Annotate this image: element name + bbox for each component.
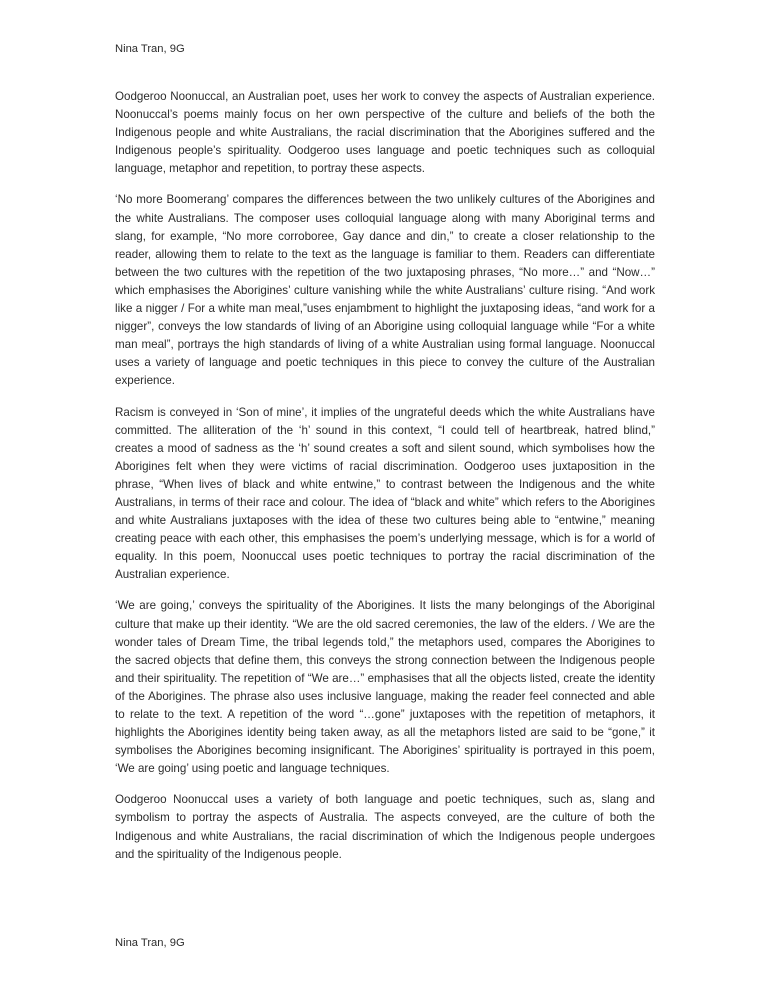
paragraph-3: Racism is conveyed in ‘Son of mine’, it implies of the ungrateful deeds which the white Australians have committed. The alliteration of the ‘h’ sound in this context, “I could tell of heartbreak, hatred blind,” creates a mood of sadness as the ‘h’ sound creates a soft and silent sound, which symbolises how the Aborigines felt when they were victims of racial discrimination. Oodgeroo uses juxtaposition in the phrase, “When lives of black and white entwine,” to contrast between the Indigenous and the white Australians, in terms of their race and colour. The idea of “black and white” which refers to the Aborigines and white Australians juxtaposes with the idea of these two cultures being able to “entwine,” meaning creating peace with each other, this emphasises the poem’s underlying message, which is for a world of equality. In this poem, Noonuccal uses poetic techniques to portray the racial discrimination of the Australian experience.	[115, 405, 655, 582]
paragraph-4: ‘We are going,’ conveys the spirituality of the Aborigines. It lists the many belongings of the Aboriginal culture that make up their identity. “We are the old sacred ceremonies, the law of the elders. / We are the wonder tales of Dream Time, the tribal legends told,” the metaphors used, compares the Aborigines to the sacred objects that define them, this conveys the strong connection between the Indigenous people and their spirituality. The repetition of “We are…” emphasises that all the objects listed, create the identity of the Aborigines. The phrase also uses inclusive language, making the reader feel connected and able to relate to the text. A repetition of the word “…gone” juxtaposes with the repetition of metaphors, it highlights the Aborigines identity being taken away, as all the metaphors listed are said to be “gone,” it symbolises the Aborigines becoming insignificant. The Aborigines’ spirituality is portrayed in this poem, ‘We are going’ using poetic and language techniques.	[115, 599, 655, 776]
document-footer: Nina Tran, 9G	[115, 937, 185, 949]
document-header: Nina Tran, 9G	[115, 43, 185, 55]
paragraph-2: ‘No more Boomerang’ compares the differences between the two unlikely cultures of the Aborigines and the white Australians. The composer uses colloquial language along with many Aboriginal terms and slang, for example, “No more corroboree, Gay dance and din,” to create a closer relationship to the reader, allowing them to relate to the text as the language is familiar to them. Readers can differentiate between the two cultures with the repetition of the two juxtaposing phrases, “No more…” and “Now…” which emphasises the Aborigines’ culture vanishing while the white Australians’ culture rising. “And work like a nigger / For a white man meal,”uses enjambment to highlight the juxtaposing ideas, “and work for a nigger”, conveys the low standards of living of an Aborigine using colloquial language while “For a white man meal”, portrays the high standards of living of a white Australian using formal language. Noonuccal uses a variety of language and poetic techniques in this piece to convey the culture of the Australian experience.	[115, 193, 655, 388]
paragraph-5: Oodgeroo Noonuccal uses a variety of both language and poetic techniques, such as, slang and symbolism to portray the aspects of Australia. The aspects conveyed, are the culture of both the Indigenous and white Australians, the racial discrimination of which the Indigenous people undergoes and the spirituality of the Indigenous people.	[115, 793, 655, 861]
document-content	[115, 0, 655, 864]
document-body	[115, 88, 655, 864]
paragraph-1: Oodgeroo Noonuccal, an Australian poet, uses her work to convey the aspects of Australian experience. Noonuccal’s poems mainly focus on her own perspective of the culture and beliefs of the both the Indigenous people and white Australians, the racial discrimination that the Aborigines suffered and the Indigenous people’s spirituality. Oodgeroo uses language and poetic techniques such as colloquial language, metaphor and repetition, to portray these aspects.	[115, 90, 655, 176]
